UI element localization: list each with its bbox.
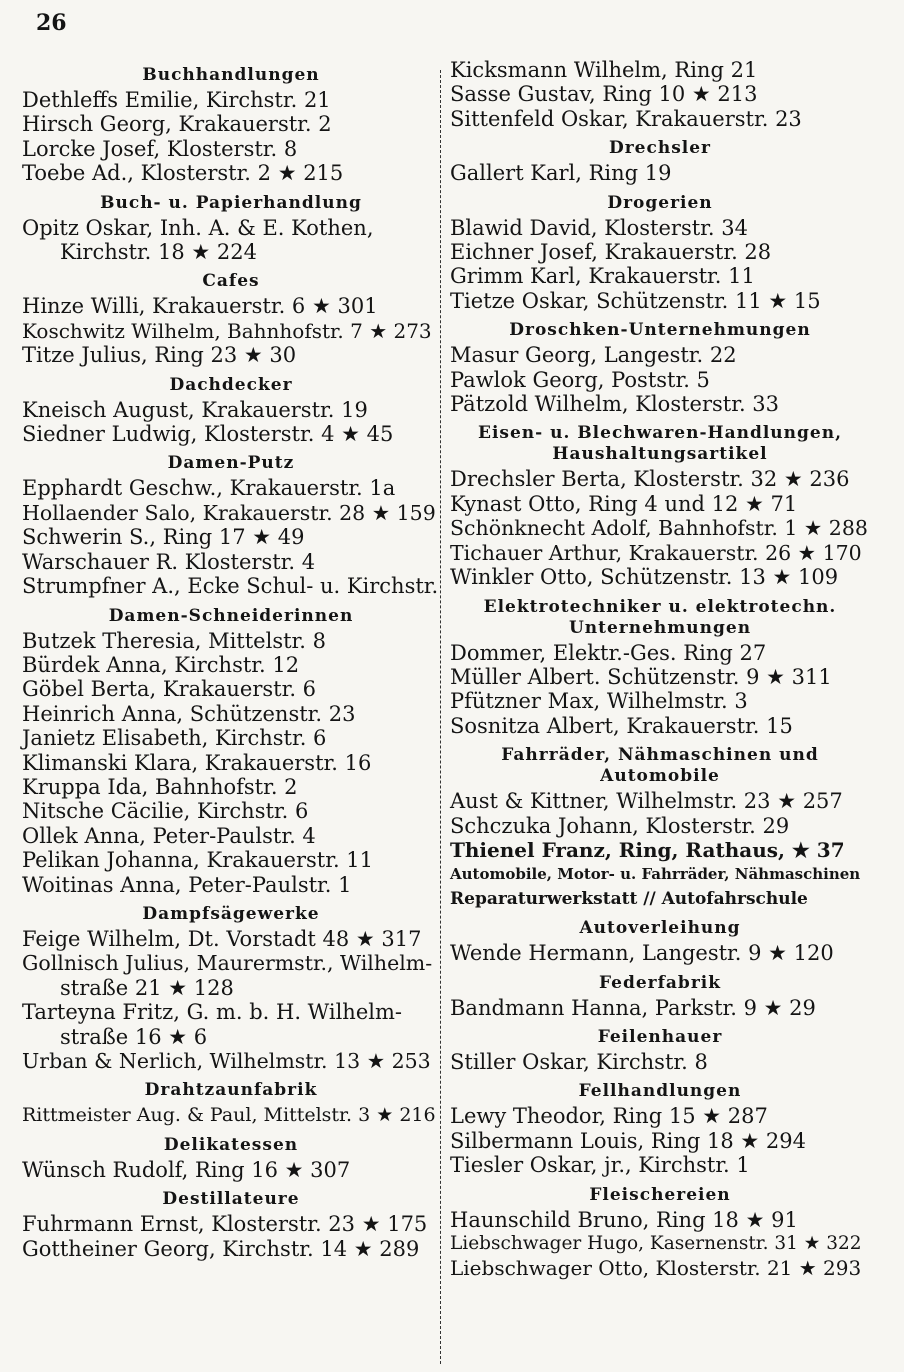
directory-entry: Toebe Ad., Klosterstr. 2 ★ 215 [22, 161, 344, 186]
directory-entry: Janietz Elisabeth, Kirchstr. 6 [22, 726, 327, 751]
directory-entry: Göbel Berta, Krakauerstr. 6 [22, 677, 317, 702]
directory-entry: Tarteyna Fritz, G. m. b. H. Wilhelm- [22, 1000, 402, 1025]
directory-entry: Liebschwager Otto, Klosterstr. 21 ★ 293 [450, 1256, 862, 1281]
directory-entry: Rittmeister Aug. & Paul, Mittelstr. 3 ★ 216 [22, 1104, 436, 1127]
directory-entry: Wünsch Rudolf, Ring 16 ★ 307 [22, 1157, 351, 1182]
section-heading: Drogerien [607, 192, 713, 213]
directory-entry: Tietze Oskar, Schützenstr. 11 ★ 15 [450, 288, 821, 313]
directory-entry: Opitz Oskar, Inh. A. & E. Kothen, [22, 215, 374, 240]
directory-entry: Wende Hermann, Langestr. 9 ★ 120 [450, 941, 834, 966]
directory-entry: Warschauer R. Klosterstr. 4 [22, 549, 316, 574]
directory-entry: Urban & Nerlich, Wilhelmstr. 13 ★ 253 [22, 1049, 431, 1073]
right-column [450, 58, 870, 1281]
directory-entry: Reparaturwerkstatt // Autofahrschule [450, 888, 808, 909]
directory-entry: Bandmann Hanna, Parkstr. 9 ★ 29 [450, 995, 816, 1020]
directory-entry: Titze Julius, Ring 23 ★ 30 [22, 343, 297, 368]
directory-entry: Kirchstr. 18 ★ 224 [60, 240, 258, 265]
directory-entry: Feige Wilhelm, Dt. Vorstadt 48 ★ 317 [22, 926, 422, 951]
directory-entry: Hinze Willi, Krakauerstr. 6 ★ 301 [22, 294, 378, 319]
column-divider [440, 70, 441, 1364]
directory-entry: Kneisch August, Krakauerstr. 19 [22, 397, 368, 422]
directory-entry: Müller Albert. Schützenstr. 9 ★ 311 [450, 664, 832, 689]
section-heading: Elektrotechniker u. elektrotechn. Unternehmungen [483, 596, 837, 638]
directory-entry: Masur Georg, Langestr. 22 [450, 343, 737, 368]
directory-entry: Sittenfeld Oskar, Krakauerstr. 23 [450, 106, 802, 131]
section-heading: Federfabrik [598, 972, 722, 993]
directory-entry: Gallert Karl, Ring 19 [450, 161, 672, 186]
directory-entry: Tiesler Oskar, jr., Kirchstr. 1 [450, 1153, 750, 1178]
directory-entry: Klimanski Klara, Krakauerstr. 16 [22, 750, 372, 775]
section-heading: Feilenhauer [597, 1026, 723, 1047]
section-heading: Eisen- u. Blechwaren-Handlungen, Haushaltungsartikel [477, 423, 842, 465]
section-heading: Dachdecker [169, 374, 293, 395]
section-heading: Dampfsägewerke [142, 903, 320, 924]
directory-entry: Tichauer Arthur, Krakauerstr. 26 ★ 170 [450, 540, 862, 565]
section-heading: Fleischereien [589, 1184, 731, 1205]
page-number: 26 [36, 10, 67, 36]
directory-entry: Eichner Josef, Krakauerstr. 28 [450, 240, 772, 265]
directory-entry: Stiller Oskar, Kirchstr. 8 [450, 1049, 708, 1074]
section-heading: Drahtzaunfabrik [144, 1080, 318, 1101]
directory-entry: Woitinas Anna, Peter-Paulstr. 1 [22, 872, 352, 897]
directory-entry: Lorcke Josef, Klosterstr. 8 [22, 136, 298, 161]
directory-entry: Grimm Karl, Krakauerstr. 11 [450, 264, 755, 289]
directory-entry: Hirsch Georg, Krakauerstr. 2 [22, 112, 332, 137]
directory-entry: Pätzold Wilhelm, Klosterstr. 33 [450, 392, 780, 417]
directory-entry: Kynast Otto, Ring 4 und 12 ★ 71 [450, 491, 798, 516]
section-heading: Drechsler [608, 138, 712, 159]
directory-entry: Kruppa Ida, Bahnhofstr. 2 [22, 774, 298, 799]
directory-entry: Heinrich Anna, Schützenstr. 23 [22, 701, 356, 726]
directory-entry: Schwerin S., Ring 17 ★ 49 [22, 525, 305, 550]
directory-entry: Kicksmann Wilhelm, Ring 21 [450, 58, 758, 82]
directory-entry: Siedner Ludwig, Klosterstr. 4 ★ 45 [22, 422, 394, 447]
directory-entry: Lewy Theodor, Ring 15 ★ 287 [450, 1104, 768, 1129]
directory-entry: Gollnisch Julius, Maurermstr., Wilhelm- [22, 951, 433, 976]
section-heading: Delikatessen [163, 1134, 299, 1155]
directory-entry: Strumpfner A., Ecke Schul- u. Kirchstr. [22, 574, 439, 599]
directory-entry: Pfützner Max, Wilhelmstr. 3 [450, 689, 748, 714]
directory-entry: Dethleffs Emilie, Kirchstr. 21 [22, 88, 331, 112]
directory-entry: straße 21 ★ 128 [60, 975, 234, 1000]
directory-entry: Nitsche Cäcilie, Kirchstr. 6 [22, 799, 309, 824]
directory-entry: Hollaender Salo, Krakauerstr. 28 ★ 159 [22, 500, 436, 525]
directory-entry: Gottheiner Georg, Kirchstr. 14 ★ 289 [22, 1236, 420, 1261]
directory-entry: Dommer, Elektr.-Ges. Ring 27 [450, 640, 767, 665]
section-heading: Buchhandlungen [142, 65, 320, 85]
section-heading: Fahrräder, Nähmaschinen und Automobile [501, 745, 819, 787]
directory-entry: straße 16 ★ 6 [60, 1024, 208, 1049]
directory-entry: Schönknecht Adolf, Bahnhofstr. 1 ★ 288 [450, 516, 868, 541]
directory-entry: Drechsler Berta, Klosterstr. 32 ★ 236 [450, 467, 850, 492]
directory-entry: Epphardt Geschw., Krakauerstr. 1a [22, 476, 396, 501]
directory-entry: Winkler Otto, Schützenstr. 13 ★ 109 [450, 565, 839, 590]
directory-entry: Haunschild Bruno, Ring 18 ★ 91 [450, 1207, 798, 1232]
directory-entry: Pelikan Johanna, Krakauerstr. 11 [22, 848, 374, 873]
directory-entry: Ollek Anna, Peter-Paulstr. 4 [22, 823, 316, 848]
directory-entry: Bürdek Anna, Kirchstr. 12 [22, 652, 300, 677]
section-heading: Destillateure [162, 1189, 300, 1210]
directory-entry: Silbermann Louis, Ring 18 ★ 294 [450, 1128, 806, 1153]
directory-entry: Koschwitz Wilhelm, Bahnhofstr. 7 ★ 273 [22, 318, 432, 343]
directory-entry: Pawlok Georg, Poststr. 5 [450, 367, 710, 392]
directory-entry: Sosnitza Albert, Krakauerstr. 15 [450, 713, 793, 738]
directory-entry: Blawid David, Klosterstr. 34 [450, 215, 748, 240]
directory-entry: Aust & Kittner, Wilhelmstr. 23 ★ 257 [450, 789, 843, 814]
left-column [22, 58, 440, 1261]
directory-entry: Sasse Gustav, Ring 10 ★ 213 [450, 82, 758, 107]
section-heading: Cafes [202, 271, 260, 292]
section-heading: Buch- u. Papierhandlung [100, 192, 362, 213]
directory-entry: Butzek Theresia, Mittelstr. 8 [22, 628, 326, 653]
section-heading: Damen-Putz [167, 453, 295, 474]
directory-entry: Fuhrmann Ernst, Klosterstr. 23 ★ 175 [22, 1212, 428, 1237]
directory-entry: Automobile, Motor- u. Fahrräder, Nähmaschinen [450, 865, 861, 884]
directory-entry: Schczuka Johann, Klosterstr. 29 [450, 813, 790, 838]
directory-entry: Thienel Franz, Ring, Rathaus, ★ 37 [450, 837, 845, 862]
section-heading: Damen-Schneiderinnen [108, 605, 354, 626]
section-heading: Fellhandlungen [578, 1081, 742, 1102]
directory-entry: Liebschwager Hugo, Kasernenstr. 31 ★ 322 [450, 1233, 862, 1254]
section-heading: Droschken-Unternehmungen [509, 320, 811, 341]
section-heading: Autoverleihung [579, 918, 741, 939]
